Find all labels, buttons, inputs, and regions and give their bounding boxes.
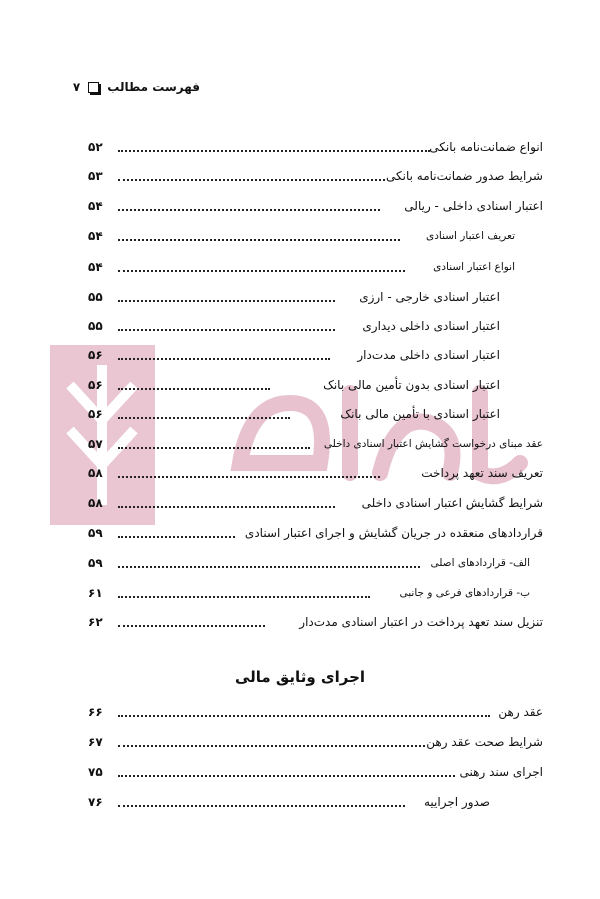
toc-entry[interactable] xyxy=(0,523,600,543)
toc-entry[interactable] xyxy=(0,404,600,424)
toc-entry[interactable] xyxy=(0,287,600,307)
leader-dots xyxy=(118,476,380,478)
leader-dots xyxy=(118,775,455,777)
leader-dots xyxy=(118,447,310,449)
header-page-number: ۷ xyxy=(72,80,81,94)
toc-entry-page: ۶۷ xyxy=(88,735,103,749)
toc-entry-title: صدور اجراییه xyxy=(424,795,490,809)
toc-entry[interactable] xyxy=(0,434,600,454)
toc-entry-title: اعتبار اسنادی خارجی - ارزی xyxy=(359,290,500,304)
toc-entry[interactable] xyxy=(0,702,600,722)
leader-dots xyxy=(118,536,235,538)
toc-entry-page: ۶۶ xyxy=(88,705,103,719)
toc-entry-page: ۵۸ xyxy=(88,466,103,480)
leader-dots xyxy=(118,805,405,807)
toc-entry-title: شرایط صدور ضمانت‌نامه بانکی xyxy=(386,169,543,183)
toc-entry-page: ۵۳ xyxy=(88,169,103,183)
toc-entry-page: ۵۷ xyxy=(88,437,103,451)
toc-entry[interactable] xyxy=(0,732,600,752)
toc-entry-title: ب- قراردادهای فرعی و جانبی xyxy=(399,587,530,599)
toc-entry[interactable] xyxy=(0,316,600,336)
toc-entry-title: قراردادهای منعقده در جریان گشایش و اجرای اعتبار اسنادی xyxy=(244,526,543,540)
toc-entry-title: اجرای سند رهنی xyxy=(459,765,543,779)
leader-dots xyxy=(118,388,270,390)
toc-entry-title: تنزیل سند تعهد پرداخت در اعتبار اسنادی مدت‌دار xyxy=(299,615,543,629)
header-title: فهرست مطالب xyxy=(107,80,200,94)
toc-entry-page: ۵۶ xyxy=(88,348,103,362)
toc-entry-page: ۷۵ xyxy=(88,765,103,779)
toc-entry-page: ۶۲ xyxy=(88,615,103,629)
toc-entry-page: ۵۴ xyxy=(88,199,103,213)
toc-entry-title: انواع ضمانت‌نامه بانکی xyxy=(429,140,543,154)
toc-entry-title: اعتبار اسنادی با تأمین مالی بانک xyxy=(340,407,500,421)
toc-entry[interactable] xyxy=(0,226,600,246)
leader-dots xyxy=(118,625,265,627)
leader-dots xyxy=(118,358,330,360)
toc-entry[interactable] xyxy=(0,166,600,186)
toc-entry-page: ۵۹ xyxy=(88,556,103,570)
toc-entry-title: عقد رهن xyxy=(498,705,543,719)
toc-entry-page: ۵۴ xyxy=(88,260,103,274)
toc-entry-title: اعتبار اسنادی داخلی - ریالی xyxy=(404,199,543,213)
toc-entry[interactable] xyxy=(0,493,600,513)
toc-entry-page: ۵۹ xyxy=(88,526,103,540)
toc-entry-page: ۵۶ xyxy=(88,378,103,392)
toc-entry-title: تعریف سند تعهد پرداخت xyxy=(421,466,543,480)
toc-entry[interactable] xyxy=(0,196,600,216)
leader-dots xyxy=(118,506,335,508)
toc-entry-title: الف- قراردادهای اصلی xyxy=(430,557,530,569)
toc-entry[interactable] xyxy=(0,345,600,365)
toc-entry-page: ۵۴ xyxy=(88,229,103,243)
toc-entry-page: ۵۶ xyxy=(88,407,103,421)
page-header xyxy=(73,80,200,94)
toc-entry-page: ۵۵ xyxy=(88,319,103,333)
toc-entry-title: شرایط گشایش اعتبار اسنادی داخلی xyxy=(361,496,543,510)
leader-dots xyxy=(118,329,335,331)
leader-dots xyxy=(118,209,380,211)
leader-dots xyxy=(118,300,335,302)
leader-dots xyxy=(118,596,370,598)
toc-entry[interactable] xyxy=(0,792,600,812)
square-bullet-icon xyxy=(88,82,99,93)
section-heading: اجرای وثایق مالی xyxy=(234,668,366,686)
toc-entry-page: ۷۶ xyxy=(88,795,103,809)
toc-entry[interactable] xyxy=(0,612,600,632)
toc-entry[interactable] xyxy=(0,257,600,277)
toc-entry-title: اعتبار اسنادی بدون تأمین مالی بانک xyxy=(323,378,500,392)
leader-dots xyxy=(118,566,420,568)
toc-entry[interactable] xyxy=(0,762,600,782)
toc-entry-title: اعتبار اسنادی داخلی دیداری xyxy=(362,319,500,333)
toc-entry-page: ۵۲ xyxy=(88,140,103,154)
toc-entry[interactable] xyxy=(0,583,600,603)
toc-entry[interactable] xyxy=(0,137,600,157)
leader-dots xyxy=(118,417,290,419)
toc-entry-page: ۵۸ xyxy=(88,496,103,510)
toc-entry-title: تعریف اعتبار اسنادی xyxy=(425,230,515,242)
leader-dots xyxy=(118,270,405,272)
toc-entry[interactable] xyxy=(0,463,600,483)
leader-dots xyxy=(118,715,490,717)
leader-dots xyxy=(118,745,425,747)
leader-dots xyxy=(118,239,400,241)
toc-entry-page: ۶۱ xyxy=(88,586,103,600)
toc-entry-title: انواع اعتبار اسنادی xyxy=(433,261,515,273)
toc-entry-page: ۵۵ xyxy=(88,290,103,304)
toc-entry-title: اعتبار اسنادی داخلی مدت‌دار xyxy=(357,348,500,362)
toc-entry-title: شرایط صحت عقد رهن xyxy=(426,735,543,749)
leader-dots xyxy=(118,179,385,181)
leader-dots xyxy=(118,150,430,152)
toc-entry[interactable] xyxy=(0,553,600,573)
toc-entry[interactable] xyxy=(0,375,600,395)
toc-entry-title: عقد مبنای درخواست گشایش اعتبار اسنادی داخلی xyxy=(323,438,543,450)
